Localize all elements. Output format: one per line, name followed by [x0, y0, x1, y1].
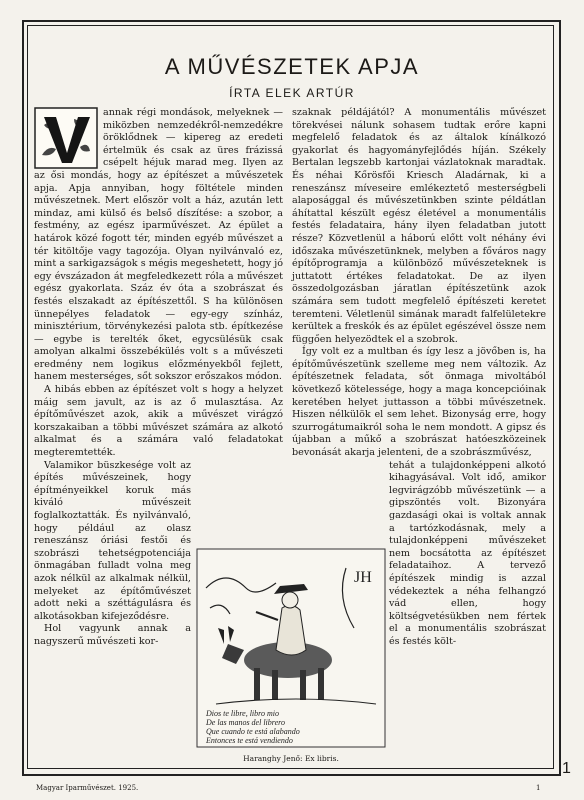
motto-line: Dios te libre, libro mio [206, 709, 279, 718]
illustration-caption: Haranghy Jenő: Ex libris. [243, 754, 339, 763]
left-paragraph: A hibás ebben az építészet volt s hogy a helyzet máig sem javult, az is az ő mulasztása. Az építőművészet azok, akik a művészet virágzó korszakaiban a többi művészet számára az alkotó alkalmat és a számára való feladatokat megteremtették. [34, 384, 283, 459]
left-paragraph: Valamikor büszkesége volt az építés művészeinek, hogy építményeikkel koruk más kiváló művészeit foglalkoztatták. És nyilvánvaló, hogy például az olasz reneszánsz óriási festői és szobrászi tehetségpotenciája önmagában fulladt volna meg azok nélkül az alkalmak nélkül, melyeket az építőművészet adott neki a széttágulásra és alkotásokban kifejeződésre. [34, 459, 191, 622]
motto-line: Entonces te está vendiendo [206, 736, 293, 745]
motto-line: De las manos del librero [206, 718, 285, 727]
page-number: 1 [536, 784, 541, 792]
left-paragraph: annak régi mondások, melyeknek — miközben nemzedékről-nemzedékre öröklődnek — kipereg az eredeti értelmük és csak az üres frázissá csépelt héjuk marad meg. Ilyen az az ősi mondás, hogy az építészet a művészetek apja. Apja annyiban, hogy föltétele minden művészetnek. Mert először volt a ház, azután lett mindaz, ami külső és belső díszítése: a szobor, a festmény, az egész iparművészet. Az épület a határok közé fogott tér, minden egyéb művészet a tér kitöltője vagy tagozója. Olyan nyilvánvaló ez, mint a sarkigazságok s mégis megeshetett, hogy jó egy évszázadon át megfeledkezett róla a művészet egész gyakorlata. Száz év óta a szobrászat és festés elszakadt az építészettől. S ha különösen ünnepélyes feladatok — egy-egy színház, minisztérium, törvénykezési palota stb. építkezése — egybe is terelték őket, egycsülésük csak amolyan alkalmi összebékülés volt s a művészeti eredmény nem logikus előzményekből fejlett, hanem mesterséges, sőt sokszor erőszakos módon. [34, 107, 283, 383]
side-page-mark: 1 [562, 760, 571, 777]
article-author: ÍRTA ELEK ARTÚR [229, 86, 355, 100]
right-paragraph: Így volt ez a multban és így lesz a jövőben is, ha építőművészetünk szelleme meg nem változik. Az építészetnek feladata, sőt önmaga mivoltából következő kötelessége, hogy a maga koncepcióinak keretében helyet juttasson a többi művészetnek. Hiszen nélkülök el sem lehet. Bizonyság erre, hogy szurrogátumaikról soha le nem mondott. A gipsz és újabban a műkő a szobrászat hatóeszközeinek bevonását akarja jelenteni, de a szobrászművész, [292, 346, 546, 459]
left-paragraph: Hol vagyunk annak a nagyszerű művészeti kor- [34, 623, 191, 647]
ex-libris-illustration [196, 548, 386, 748]
motto-line: Que cuando te está alabando [206, 727, 300, 736]
article-title: A MŰVÉSZETEK APJA [164, 54, 420, 79]
dropcap-v-ornament [34, 107, 98, 169]
right-paragraph: tehát a tulajdonképpeni alkotó kihagyásával. Volt idő, amikor legvirágzóbb művészetünk — a gipszöntés volt. Bizonyára gazdasági okai is voltak annak a tartózkodásnak, mely a tulajdonképpeni művészeket nem bocsátotta az építészet feladataihoz. A tervező építészek mindig is azzal védekeztek a néha felhangzó vád ellen, hogy költségvetésükben nem fértek el a monumentális szobrászat és festés költ- [389, 459, 546, 647]
right-paragraph: szaknak példájától? A monumentális művészet törekvései nálunk sohasem tudtak erőre kapni megfelelő feladatok és az általok kínálkozó gyakorlat és hagyományfejlődés híján. Székely Bertalan legszebb kartonjai vázlatoknak maradtak. És néhai Kőrösfői Kriesch Aladárnak, ki a reneszánsz míveseire emlékeztető mesterségbeli alaposággal és művészetünkben szinte példátlan áhítattal készült egész életével a monumentális festés feladataira, hány ilyen feladatban jutott része? Közvetlenül a háború előtt volt néhány évi időszaka művészetünknek, melyben a főváros nagy építőprogramja a különböző művészeteknek is juttatott értékes feladatokat. De az ilyen összedolgozásban járatlan építészetünk azok számára sem tudott megfelelő építészeti keretet teremteni. Véletlenül simának maradt falfelületekre kerültek a freskók és az épület egészével össze nem függően helyezödtek el a szobrok. [292, 107, 546, 345]
monogram: JH [354, 569, 372, 586]
publication-footer: Magyar Iparművészet. 1925. [36, 784, 139, 792]
